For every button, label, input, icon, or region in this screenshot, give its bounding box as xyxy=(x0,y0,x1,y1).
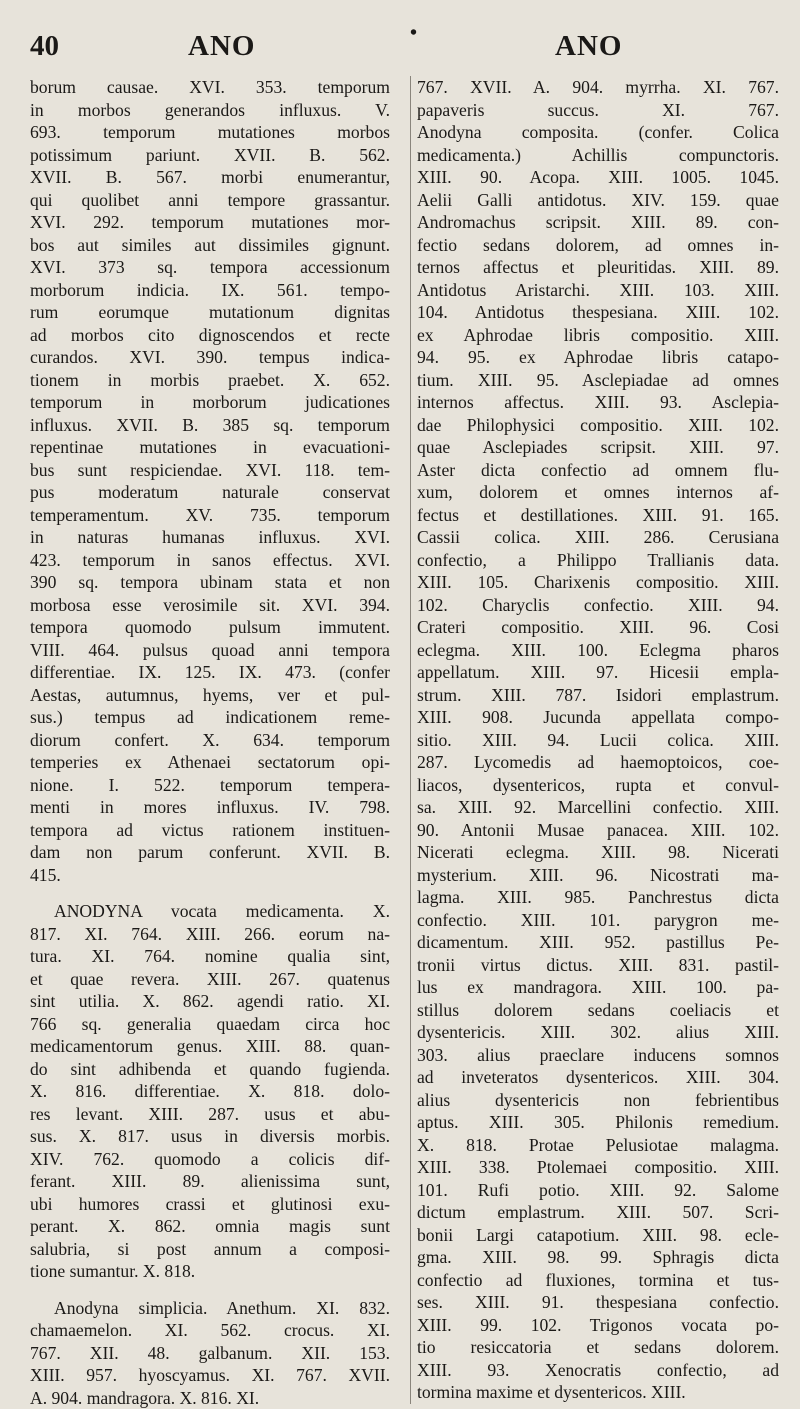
text-line: sus. X. 817. usus in diversis morbis. xyxy=(30,1125,390,1148)
text-line: appellatum. XIII. 97. Hicesii empla- xyxy=(417,661,779,684)
text-line: fectus et destillationes. XIII. 91. 165. xyxy=(417,504,779,527)
text-line: 767. XVII. A. 904. myrrha. XI. 767. xyxy=(417,76,779,99)
text-line: bos aut similes aut dissimiles gignunt. xyxy=(30,234,390,257)
text-line: Aestas, autumnus, hyems, ver et pul- xyxy=(30,684,390,707)
right-column xyxy=(410,76,779,1404)
text-line: X. 818. Protae Pelusiotae malagma. xyxy=(417,1134,779,1157)
page-number: 40 xyxy=(30,30,59,63)
text-line: tura. XI. 764. nomine qualia sint, xyxy=(30,945,390,968)
text-line: liacos, dysentericos, rupta et convul- xyxy=(417,774,779,797)
text-line: xum, dolorem et omnes internos af- xyxy=(417,481,779,504)
text-line: Anodyna simplicia. Anethum. XI. 832. xyxy=(30,1297,390,1320)
text-line: lus ex mandragora. XIII. 100. pa- xyxy=(417,976,779,999)
text-line: morbosa esse verosimile sit. XVI. 394. xyxy=(30,594,390,617)
text-line: 693. temporum mutationes morbos xyxy=(30,121,390,144)
text-line: dam non parum conferunt. XVII. B. xyxy=(30,841,390,864)
text-line: tronii virtus dictus. XIII. 831. pastil- xyxy=(417,954,779,977)
text-line: gma. XIII. 98. 99. Sphragis dicta xyxy=(417,1246,779,1269)
text-line: qui quolibet anni tempore grassantur. xyxy=(30,189,390,212)
text-line: diorum confert. X. 634. temporum xyxy=(30,729,390,752)
text-line: stillus dolorem sedans coeliacis et xyxy=(417,999,779,1022)
text-line: tione sumantur. X. 818. xyxy=(30,1260,390,1283)
text-line: do sint adhibenda et quando fugienda. xyxy=(30,1058,390,1081)
text-line: XIII. 105. Charixenis compositio. XIII. xyxy=(417,571,779,594)
text-line: sitio. XIII. 94. Lucii colica. XIII. xyxy=(417,729,779,752)
text-line: ex Aphrodae libris compositio. XIII. xyxy=(417,324,779,347)
text-line: eclegma. XIII. 100. Eclegma pharos xyxy=(417,639,779,662)
text-line: 303. alius praeclare inducens somnos xyxy=(417,1044,779,1067)
text-line: ferant. XIII. 89. alienissima sunt, xyxy=(30,1170,390,1193)
text-line: sint utilia. X. 862. agendi ratio. XI. xyxy=(30,990,390,1013)
text-line: medicamenta.) Achillis compunctoris. xyxy=(417,144,779,167)
text-line: 102. Charyclis confectio. XIII. 94. xyxy=(417,594,779,617)
text-line: aptus. XIII. 305. Philonis remedium. xyxy=(417,1111,779,1134)
text-line: confectio, a Philippo Trallianis data. xyxy=(417,549,779,572)
text-line: XIII. 93. Xenocratis confectio, ad xyxy=(417,1359,779,1382)
paragraph-gap xyxy=(30,886,390,900)
text-line: fectio sedans dolorem, ad omnes in- xyxy=(417,234,779,257)
text-line: rum eorumque mutationum dignitas xyxy=(30,301,390,324)
text-line: perant. X. 862. omnia magis sunt xyxy=(30,1215,390,1238)
text-line: XVI. 373 sq. tempora accessionum xyxy=(30,256,390,279)
text-line: tempora quomodo pulsum immutent. xyxy=(30,616,390,639)
text-line: papaveris succus. XI. 767. xyxy=(417,99,779,122)
text-line: temperies ex Athenaei sectatorum opi- xyxy=(30,751,390,774)
text-line: VIII. 464. pulsus quoad anni tempora xyxy=(30,639,390,662)
text-line: Anodyna composita. (confer. Colica xyxy=(417,121,779,144)
text-line: temporum in morborum judicationes xyxy=(30,391,390,414)
text-line: differentiae. IX. 125. IX. 473. (confer xyxy=(30,661,390,684)
text-line: mysterium. XIII. 96. Nicostrati ma- xyxy=(417,864,779,887)
text-line: salubria, si post annum a composi- xyxy=(30,1238,390,1261)
text-line: XIV. 762. quomodo a colicis dif- xyxy=(30,1148,390,1171)
text-line: 390 sq. tempora ubinam stata et non xyxy=(30,571,390,594)
text-line: pus moderatum naturale conservat xyxy=(30,481,390,504)
text-line: A. 904. mandragora. X. 816. XI. xyxy=(30,1387,390,1409)
text-line: internos affectus. XIII. 93. Asclepia- xyxy=(417,391,779,414)
text-line: confectio. XIII. 101. parygron me- xyxy=(417,909,779,932)
text-line: XVI. 292. temporum mutationes mor- xyxy=(30,211,390,234)
text-line: quae Asclepiades scripsit. XIII. 97. xyxy=(417,436,779,459)
text-line: Cassii colica. XIII. 286. Cerusiana xyxy=(417,526,779,549)
text-line: sa. XIII. 92. Marcellini confectio. XIII. xyxy=(417,796,779,819)
text-line: 287. Lycomedis ad haemoptoicos, coe- xyxy=(417,751,779,774)
text-line: ses. XIII. 91. thespesiana confectio. xyxy=(417,1291,779,1314)
text-line: influxus. XVII. B. 385 sq. temporum xyxy=(30,414,390,437)
text-line: 104. Antidotus thespesiana. XIII. 102. xyxy=(417,301,779,324)
text-line: nione. I. 522. temporum tempera- xyxy=(30,774,390,797)
text-line: medicamentorum genus. XIII. 88. quan- xyxy=(30,1035,390,1058)
text-line: lagma. XIII. 985. Panchrestus dicta xyxy=(417,886,779,909)
text-line: strum. XIII. 787. Isidori emplastrum. xyxy=(417,684,779,707)
text-line: 94. 95. ex Aphrodae libris catapo- xyxy=(417,346,779,369)
text-line: sus.) tempus ad indicationem reme- xyxy=(30,706,390,729)
text-line: chamaemelon. XI. 562. crocus. XI. xyxy=(30,1319,390,1342)
top-mark: • xyxy=(410,22,417,45)
text-line: dictum emplastrum. XIII. 507. Scri- xyxy=(417,1201,779,1224)
text-line: confectio ad fluxiones, tormina et tus- xyxy=(417,1269,779,1292)
text-line: ad morbos cito dignoscendos et recte xyxy=(30,324,390,347)
text-line: borum causae. XVI. 353. temporum xyxy=(30,76,390,99)
text-line: XIII. 90. Acopa. XIII. 1005. 1045. xyxy=(417,166,779,189)
text-line: ternos affectus et pleuritidas. XIII. 89. xyxy=(417,256,779,279)
text-line: tormina maxime et dysentericos. XIII. xyxy=(417,1381,779,1404)
text-line: in morbos generandos influxus. V. xyxy=(30,99,390,122)
text-line: ANODYNA vocata medicamenta. X. xyxy=(30,900,390,923)
text-line: dysentericis. XIII. 302. alius XIII. xyxy=(417,1021,779,1044)
text-line: morborum indicia. IX. 561. tempo- xyxy=(30,279,390,302)
text-line: repentinae mutationes in evacuationi- xyxy=(30,436,390,459)
text-line: X. 816. differentiae. X. 818. dolo- xyxy=(30,1080,390,1103)
text-line: alius dysentericis non febrientibus xyxy=(417,1089,779,1112)
text-line: 423. temporum in sanos effectus. XVI. xyxy=(30,549,390,572)
running-head-left: ANO xyxy=(188,30,255,63)
text-line: Antidotus Aristarchi. XIII. 103. XIII. xyxy=(417,279,779,302)
text-line: Andromachus scripsit. XIII. 89. con- xyxy=(417,211,779,234)
text-line: 415. xyxy=(30,864,390,887)
text-line: temperamentum. XV. 735. temporum xyxy=(30,504,390,527)
text-line: XIII. 908. Jucunda appellata compo- xyxy=(417,706,779,729)
text-line: Aelii Galli antidotus. XIV. 159. quae xyxy=(417,189,779,212)
text-line: tio resiccatoria et sedans dolorem. xyxy=(417,1336,779,1359)
text-line: 90. Antonii Musae panacea. XIII. 102. xyxy=(417,819,779,842)
text-line: potissimum pariunt. XVII. B. 562. xyxy=(30,144,390,167)
text-line: dicamentum. XIII. 952. pastillus Pe- xyxy=(417,931,779,954)
text-line: Crateri compositio. XIII. 96. Cosi xyxy=(417,616,779,639)
text-line: ubi humores crassi et glutinosi exu- xyxy=(30,1193,390,1216)
text-line: ad inveteratos dysentericos. XIII. 304. xyxy=(417,1066,779,1089)
text-line: Nicerati eclegma. XIII. 98. Nicerati xyxy=(417,841,779,864)
text-line: Aster dicta confectio ad omnem flu- xyxy=(417,459,779,482)
text-line: bonii Largi catapotium. XIII. 98. ecle- xyxy=(417,1224,779,1247)
text-line: bus sunt respiciendae. XVI. 118. tem- xyxy=(30,459,390,482)
text-line: et quae revera. XIII. 267. quatenus xyxy=(30,968,390,991)
text-line: XIII. 957. hyoscyamus. XI. 767. XVII. xyxy=(30,1364,390,1387)
paragraph-gap xyxy=(30,1283,390,1297)
text-line: 767. XII. 48. galbanum. XII. 153. xyxy=(30,1342,390,1365)
text-line: 101. Rufi potio. XIII. 92. Salome xyxy=(417,1179,779,1202)
text-line: res levant. XIII. 287. usus et abu- xyxy=(30,1103,390,1126)
text-line: curandos. XVI. 390. tempus indica- xyxy=(30,346,390,369)
text-line: dae Philophysici compositio. XIII. 102. xyxy=(417,414,779,437)
text-line: XIII. 99. 102. Trigonos vocata po- xyxy=(417,1314,779,1337)
text-line: 817. XI. 764. XIII. 266. eorum na- xyxy=(30,923,390,946)
text-line: XVII. B. 567. morbi enumerantur, xyxy=(30,166,390,189)
text-line: XIII. 338. Ptolemaei compositio. XIII. xyxy=(417,1156,779,1179)
page-header xyxy=(0,22,800,68)
text-line: tionem in morbis praebet. X. 652. xyxy=(30,369,390,392)
text-line: menti in mores influxus. IV. 798. xyxy=(30,796,390,819)
text-line: in naturas humanas influxus. XVI. xyxy=(30,526,390,549)
text-line: tempora ad victus rationem instituen- xyxy=(30,819,390,842)
left-column xyxy=(30,76,390,1409)
text-line: 766 sq. generalia quaedam circa hoc xyxy=(30,1013,390,1036)
running-head-right: ANO xyxy=(555,30,622,63)
text-line: tium. XIII. 95. Asclepiadae ad omnes xyxy=(417,369,779,392)
